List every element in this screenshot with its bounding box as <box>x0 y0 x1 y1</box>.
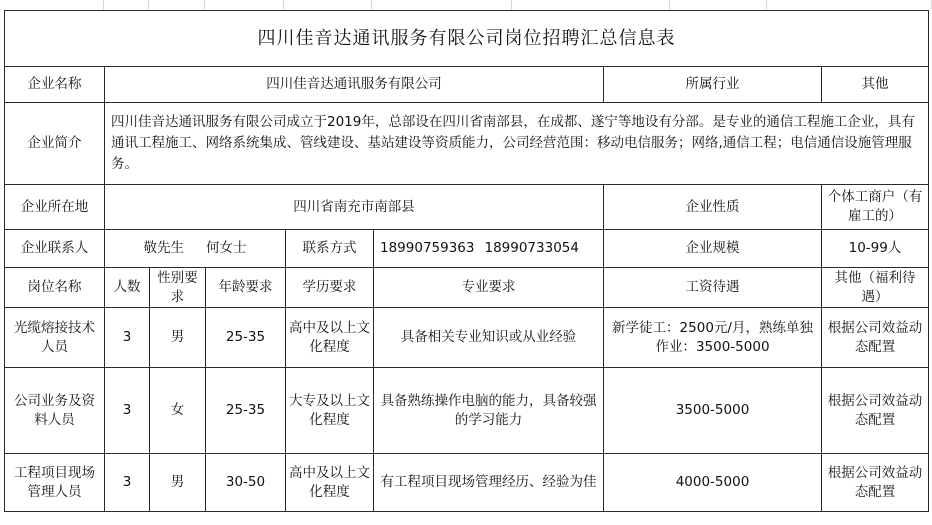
industry-label: 所属行业 <box>604 67 822 103</box>
job-position: 工程项目现场管理人员 <box>5 454 105 512</box>
header-position: 岗位名称 <box>5 268 105 308</box>
header-salary: 工资待遇 <box>604 268 822 308</box>
nature-label: 企业性质 <box>604 185 822 230</box>
job-count: 3 <box>105 454 150 512</box>
table-row <box>5 368 929 454</box>
recruitment-table <box>4 10 929 512</box>
header-age: 年龄要求 <box>206 268 286 308</box>
header-education: 学历要求 <box>286 268 374 308</box>
table-title: 四川佳音达通讯服务有限公司岗位招聘汇总信息表 <box>5 11 929 67</box>
company-name-value: 四川佳音达通讯服务有限公司 <box>105 67 604 103</box>
nature-value: 个体工商户（有雇工的） <box>822 185 929 230</box>
industry-value: 其他 <box>822 67 929 103</box>
contact-person-2: 何女士 <box>206 240 247 256</box>
job-other: 根据公司效益动态配置 <box>822 308 929 368</box>
intro-label: 企业简介 <box>5 103 105 185</box>
job-major: 有工程项目现场管理经历、经验为佳 <box>374 454 604 512</box>
job-position: 公司业务及资料人员 <box>5 368 105 454</box>
job-position: 光缆熔接技术人员 <box>5 308 105 368</box>
header-major: 专业要求 <box>374 268 604 308</box>
job-other: 根据公司效益动态配置 <box>822 368 929 454</box>
table-row <box>5 308 929 368</box>
contact-phones <box>374 230 604 268</box>
job-education: 高中及以上文化程度 <box>286 454 374 512</box>
job-age: 25-35 <box>206 368 286 454</box>
job-salary: 新学徒工：2500元/月，熟练单独作业：3500-5000 <box>604 308 822 368</box>
job-salary: 3500-5000 <box>604 368 822 454</box>
job-gender: 男 <box>150 308 206 368</box>
location-label: 企业所在地 <box>5 185 105 230</box>
contact-method-label: 联系方式 <box>286 230 374 268</box>
job-count: 3 <box>105 368 150 454</box>
header-count: 人数 <box>105 268 150 308</box>
job-education: 大专及以上文化程度 <box>286 368 374 454</box>
job-education: 高中及以上文化程度 <box>286 308 374 368</box>
location-value: 四川省南充市南部县 <box>105 185 604 230</box>
job-major: 具备熟练操作电脑的能力，具备较强的学习能力 <box>374 368 604 454</box>
job-other: 根据公司效益动态配置 <box>822 454 929 512</box>
column-gridlines <box>0 0 932 10</box>
contact-person-1: 敬先生 <box>143 240 184 256</box>
phone-1: 18990759363 <box>380 240 475 256</box>
scale-value: 10-99人 <box>822 230 929 268</box>
contact-persons <box>105 230 286 268</box>
company-name-label: 企业名称 <box>5 67 105 103</box>
job-gender: 女 <box>150 368 206 454</box>
job-count: 3 <box>105 308 150 368</box>
job-major: 具备相关专业知识或从业经验 <box>374 308 604 368</box>
contact-label: 企业联系人 <box>5 230 105 268</box>
table-row <box>5 454 929 512</box>
job-age: 30-50 <box>206 454 286 512</box>
header-other: 其他（福利待遇） <box>822 268 929 308</box>
header-gender: 性别要求 <box>150 268 206 308</box>
job-age: 25-35 <box>206 308 286 368</box>
job-gender: 男 <box>150 454 206 512</box>
phone-2: 18990733054 <box>484 240 579 256</box>
job-salary: 4000-5000 <box>604 454 822 512</box>
scale-label: 企业规模 <box>604 230 822 268</box>
intro-text: 四川佳音达通讯服务有限公司成立于2019年，总部设在四川省南部县，在成都、遂宁等地设有分部。是专业的通信工程施工企业，具有通讯工程施工、网络系统集成、管线建设、基站建设等资质能力，公司经营范围：移动电信服务；网络,通信工程；电信通信设施管理服务。 <box>105 103 929 185</box>
